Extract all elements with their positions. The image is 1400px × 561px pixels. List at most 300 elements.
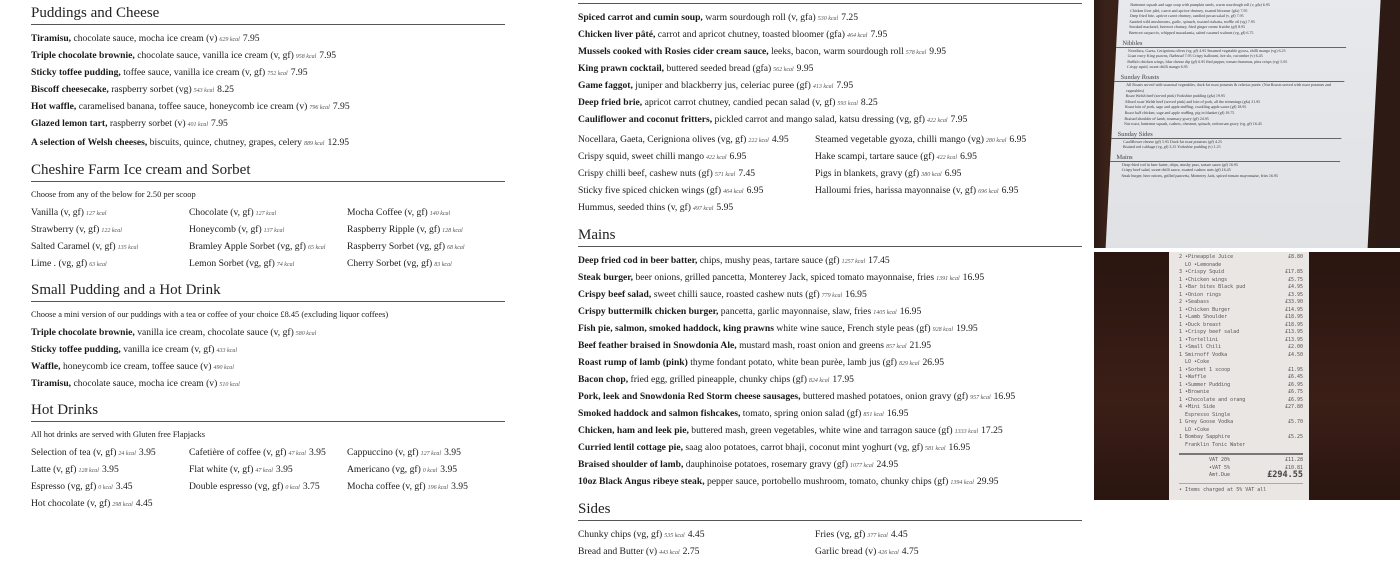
item-name: Selection of tea (v, gf) [31,447,117,458]
item-name: King prawn cocktail, [578,63,665,74]
receipt-item: 1 •Chicken wings [1179,276,1228,283]
item-description: chocolate sauce, vanilla ice cream (v, gf) [134,50,294,61]
item-name: Espresso (vg, gf) [31,481,97,492]
menu-item [578,149,815,166]
item-name: Smoked haddock and salmon fishcakes, [578,408,741,419]
item-price: 6.95 [944,168,962,179]
menu-item [578,457,1082,474]
item-price: 16.95 [962,272,985,283]
menu-item [578,27,1082,44]
receipt-line [1179,322,1303,330]
item-name: Americano (vg, gf) [347,464,421,475]
item-price: 4.45 [687,529,705,540]
item-description: saag aloo potatoes, carrot bhaji, coconut mint yoghurt (vg, gf) [682,442,924,453]
receipt-vat5: •VAT 5% £10.81 [1209,464,1303,471]
menu-item [815,544,1052,561]
receipt-amount-due: Amt.Due £294.55 [1209,470,1303,480]
receipt-price: £4.50 [1287,351,1303,358]
receipt-line [1179,389,1303,397]
receipt-price: £6.95 [1287,381,1303,388]
item-name: 10oz Black Angus ribeye steak, [578,476,705,487]
receipt-item: 1 •Lamb Shoulder [1179,314,1228,320]
item-description: caramelised banana, toffee sauce, honeycomb ice cream (v) [76,101,308,112]
item-name: Vanilla (v, gf) [31,207,84,218]
receipt-price: £4.95 [1287,284,1303,290]
item-description: buttered mash, green vegetables, white wine and tarragon sauce (gf) [688,425,953,436]
receipt-lines [1179,254,1303,449]
photo-mains [1109,162,1372,179]
item-name: A selection of Welsh cheeses, [31,137,148,148]
item-description: pepper sauce, portobello mushroom, tomato, chunky chips (gf) [704,476,949,487]
left-menu-column [31,0,505,513]
item-name: Flat white (v, gf) [189,464,254,475]
receipt-item: 1 Smirnoff Vodka [1179,351,1228,358]
menu-item [578,527,815,544]
item-kcal: 83 kcal [434,262,452,268]
item-price: 3.95 [444,447,461,458]
item-kcal: 581 kcal [925,446,946,452]
menu-item [578,544,815,561]
menu-item [815,132,1052,149]
item-description: warm sourdough roll (v, gfa) [702,12,816,23]
section-title-sides: Sides [578,500,1082,521]
menu-item [578,355,1082,372]
item-price: 29.95 [976,476,999,487]
item-description: honeycomb ice cream, toffee sauce (v) [60,361,212,372]
item-kcal: 137 kcal [263,228,285,234]
item-kcal: 1333 kcal [954,429,979,435]
item-price: 7.45 [738,168,756,179]
menu-item [31,99,505,116]
item-price: 3.95 [308,447,326,458]
menu-item [815,149,1052,166]
item-kcal: 380 kcal [921,172,942,178]
item-kcal: 128 kcal [78,468,99,474]
item-kcal: 140 kcal [429,211,451,217]
item-name: Crispy beef salad, [578,289,652,300]
item-kcal: 127 kcal [85,211,107,217]
receipt-line [1179,262,1303,270]
item-name: Deep fried brie, [578,97,643,108]
item-kcal: 580 kcal [295,331,317,337]
photo-menu-line: Roast Welsh beef (served pink) Yorkshire pudding (gfa) 19.95 [1125,93,1226,99]
receipt-price: £5.75 [1287,276,1303,283]
item-price: 7.25 [841,12,859,23]
item-name: Sticky toffee pudding, [31,67,121,78]
item-name: Crispy chilli beef, cashew nuts (gf) [578,168,713,179]
item-description: white wine sauce, French style peas (gf) [773,323,931,334]
section-title-mains: Mains [578,226,1082,247]
menu-item [31,496,189,513]
photo-starters [1117,2,1381,36]
photo-menu-line: Nocellara, Gaeta, Cerigniona olives (vg, gf) 4.95 Steamed vegetable gyoza, chilli mango (vg) 6.25 [1127,47,1286,53]
receipt-line [1179,329,1303,337]
item-name: Cauliflower and coconut fritters, [578,114,713,125]
item-description: beer onions, grilled pancetta, Monterey Jack, spiced tomato mayonnaise, fries [633,272,935,283]
receipt-item: LO •Coke [1179,359,1210,365]
item-name: Chocolate (v, gf) [189,207,254,218]
menu-paper [1105,0,1381,248]
item-kcal: 128 kcal [442,228,463,234]
receipt-price: £17.85 [1284,269,1303,275]
receipt-divider [1179,453,1303,455]
receipt-item: 3 •Crispy Squid [1179,269,1225,275]
photo-menu-line: Smoked mackerel, beetroot chutney, fried ginger creme fraiche (gf) 8.95 [1129,24,1246,30]
item-price: 4.75 [901,546,919,557]
receipt-item: LO •Lemonade [1179,261,1222,268]
item-kcal: 464 kcal [846,33,868,39]
section-title-icecream: Cheshire Farm Ice cream and Sorbet [31,161,505,182]
photo-menu-line: Steak burger, beer onions, grilled pancetta, Monterey Jack, spiced tomato mayonnaise, fries 16.95 [1121,173,1279,179]
item-name: Steak burger, [578,272,634,283]
receipt-item: 1 Bombay Sapphire [1179,434,1231,440]
menu-item [347,222,505,239]
receipt-line [1179,382,1303,390]
photo-menu-line: Nut roast, butternut squash, cashew, chestnut, spinach, redcurrant gravy (vg, gf) 16.45 [1123,121,1262,127]
menu-item [31,65,505,82]
item-kcal: 851 kcal [863,412,884,418]
receipt-item: 1 Grey Goose Vodka [1179,419,1234,425]
item-kcal: 47 kcal [255,468,273,474]
receipt-line [1179,307,1303,315]
small-pudding-list [31,325,505,393]
item-price: 6.95 [746,185,764,196]
photo-menu-line: Deep fried brie, apricot carrot chutney, candied pecan salad (v, gf) 7.95 [1129,13,1244,19]
item-kcal: 530 kcal [817,16,839,22]
photo-nibbles [1115,48,1378,70]
item-kcal: 752 kcal [267,71,288,77]
item-name: Mocha Coffee (v, gf) [347,207,428,218]
item-price: 7.95 [242,33,260,44]
item-name: Latte (v, gf) [31,464,77,475]
receipt-line [1179,397,1303,405]
menu-item [31,376,505,393]
menu-item [578,474,1082,491]
item-kcal: 298 kcal [112,502,133,508]
item-name: Chicken, ham and leek pie, [578,425,689,436]
photo-roasts [1112,93,1376,127]
item-kcal: 63 kcal [89,262,107,268]
item-price: 3.45 [115,481,133,492]
photo-menu-line: Butternut squash and sage soup with pumpkin seeds, warm sourdough roll (v, gfa) 6.95 [1130,2,1270,7]
receipt-line [1179,337,1303,345]
item-price: 7.95 [211,118,228,129]
item-name: Bramley Apple Sorbet (vg, gf) [189,241,306,252]
receipt-footer: • Items charged at 5% VAT all [1179,483,1303,495]
photo-menu-line: Buffalo chicken wings, blue cheese dip (gf) 6.95 Red pepper, tomato hummus, pitta crisps (vg) 5.95 [1127,58,1288,64]
photo-menu-line: Braised shoulder of lamb, rosemary gravy (gf) 24.95 [1124,115,1209,121]
photo-sides-title: Sunday Sides [1111,131,1341,139]
item-price: 16.95 [886,408,909,419]
item-kcal: 571 kcal [714,172,736,178]
item-price: 4.95 [771,134,789,145]
item-description: fried egg, grilled pineapple, chunky chips (gf) [628,374,807,385]
menu-photo [1094,0,1400,248]
receipt-item: 4 •Mini Side [1179,404,1216,410]
item-price: 3.95 [101,464,119,475]
item-kcal: 222 kcal [748,138,769,144]
menu-item [189,239,347,256]
menu-item [578,61,1082,78]
menu-item [578,406,1082,423]
menu-item [31,445,189,462]
item-kcal: 426 kcal [878,550,899,556]
receipt-line [1179,254,1303,262]
receipt-line [1179,427,1303,435]
item-price: 17.45 [868,255,890,266]
item-name: Biscoff cheesecake, [31,84,109,95]
item-price: 16.95 [899,306,922,317]
item-name: Crispy squid, sweet chilli mango [578,151,705,162]
receipt-price: £5.70 [1287,419,1303,425]
receipt-line [1179,269,1303,277]
receipt-line [1179,359,1303,367]
menu-item [578,287,1082,304]
item-kcal: 0 kcal [285,485,300,491]
item-description: pickled carrot and mango salad, katsu dressing (vg, gf) [712,114,925,125]
receipt-item: Franklin Tonic Water [1179,441,1246,448]
receipt-line [1179,284,1303,292]
menu-item [578,10,1082,27]
item-name: Game faggot, [578,80,633,91]
menu-item [578,112,1082,129]
hot-drinks-grid [31,445,505,513]
item-name: Lime . (vg, gf) [31,258,88,269]
receipt-line [1179,299,1303,307]
item-kcal: 490 kcal [213,365,234,371]
item-description: pancetta, garlic mayonnaise, slaw, fries [718,306,872,317]
menu-item [578,372,1082,389]
menu-item [347,239,505,256]
menu-item [578,270,1082,287]
menu-item [189,462,347,479]
item-description: buttered seeded bread (gfa) [664,63,772,74]
item-kcal: 68 kcal [447,245,465,251]
item-kcal: 433 kcal [216,348,237,354]
item-name: Curried lentil cottage pie, [578,442,683,453]
item-kcal: 127 kcal [255,211,277,217]
item-price: 7.95 [836,80,854,91]
item-description: leeks, bacon, warm sourdough roll [768,46,904,57]
section-title-small-pudding: Small Pudding and a Hot Drink [31,281,505,302]
receipt-price: £1.95 [1287,366,1303,373]
item-name: Mussels cooked with Rosies cider cream sauce, [578,46,769,57]
item-kcal: 857 kcal [886,344,907,350]
photo-menu-line: Mixed roast Welsh beef (served pink) and loin of pork, all the trimmings (gfa) 21.95 [1125,98,1261,104]
menu-item [815,183,1052,200]
item-name: Tiramisu, [31,33,72,44]
item-name: Mocha coffee (v, gf) [347,481,426,492]
menu-item [578,304,1082,321]
receipt-item: 1 •Duck breast [1179,321,1222,328]
item-price: 26.95 [922,357,945,368]
menu-item [31,462,189,479]
receipt-item: 2 •Pineapple Juice [1179,254,1234,260]
photo-menu-line: Roast half chicken, sage and apple stuffing, pig in blanket (gf) 19.75 [1124,109,1235,115]
item-price: 9.95 [929,46,947,57]
receipt-item: 1 •Chocolate and orang [1179,396,1246,403]
item-name: Bread and Butter (v) [578,546,658,557]
receipt-line [1179,442,1303,450]
section-title-hot-drinks: Hot Drinks [31,401,505,422]
item-price: 2.75 [682,546,700,557]
item-kcal: 65 kcal [307,245,326,251]
item-price: 3.95 [138,447,156,458]
item-name: Triple chocolate brownie, [31,50,135,61]
item-price: 6.95 [729,151,747,162]
sides-grid [578,527,1082,561]
item-price: 5.95 [716,202,734,213]
receipt-price: £33.90 [1284,299,1303,305]
item-kcal: 196 kcal [427,485,449,491]
item-name: Nocellara, Gaeta, Cerigniona olives (vg, gf) [578,134,747,145]
item-name: Sticky five spiced chicken wings (gf) [578,185,722,196]
receipt-line [1179,344,1303,352]
item-description: chocolate sauce, mocha ice cream (v) [71,378,218,389]
receipt-item: 1 •Brownie [1179,389,1210,395]
item-kcal: 422 kcal [927,118,948,124]
item-name: Cafetière of coffee (v, gf) [189,447,287,458]
photo-menu-line: Deep fried cod in beer batter, chips, mushy peas, tartare sauce (gf) 16.95 [1121,161,1239,167]
item-price: 7.95 [332,101,350,112]
item-name: Fries (vg, gf) [815,529,866,540]
menu-item [578,95,1082,112]
item-name: Waffle, [31,361,61,372]
item-description: buttered mashed potatoes, onion gravy (gf) [800,391,969,402]
item-price: 3.75 [302,481,320,492]
menu-item [31,82,505,99]
item-price: 17.25 [981,425,1003,436]
item-kcal: 958 kcal [295,54,317,60]
item-name: Halloumi fries, harissa mayonnaise (v, gf) [815,185,977,196]
item-kcal: 0 kcal [422,468,438,474]
item-name: Cappuccino (v, gf) [347,447,419,458]
item-price: 8.25 [217,84,234,95]
item-description: toffee sauce, vanilla ice cream (v, gf) [120,67,266,78]
menu-item [31,479,189,496]
item-name: Sticky toffee pudding, [31,344,121,355]
photo-roasts-title: Sunday Roasts [1114,74,1344,82]
item-description: raspberry sorbet (v) [107,118,186,129]
item-kcal: 422 kcal [936,155,958,161]
item-kcal: 0 kcal [98,485,113,491]
item-name: Garlic bread (v) [815,546,877,557]
item-name: Braised shoulder of lamb, [578,459,684,470]
menu-item [578,78,1082,95]
menu-item [31,116,505,133]
receipt-line [1179,292,1303,300]
receipt-price: £6.95 [1287,396,1303,403]
small-pudding-note: Choose a mini version of our puddings with a tea or coffee of your choice £8.45 (excluding liquor coffees) [31,310,389,319]
menu-item [31,31,505,48]
menu-item [578,44,1082,61]
menu-item [578,321,1082,338]
receipt-price: £5.25 [1287,434,1303,440]
starters-divider [578,0,1082,4]
item-name: Spiced carrot and cumin soup, [578,12,703,23]
receipt-price: £13.95 [1284,336,1303,343]
item-name: Salted Caramel (v, gf) [31,241,116,252]
photo-menu-line: Roast loin of pork, sage and apple stuffing, crackling apple sauce (gf) 18.95 [1124,104,1247,110]
item-name: Strawberry (v, gf) [31,224,100,235]
photo-nibbles-title: Nibbles [1116,40,1346,48]
item-price: 7.95 [950,114,968,125]
item-price: 4.45 [135,498,153,509]
receipt-item: 1 •Tortellini [1179,336,1219,343]
item-kcal: 543 kcal [193,88,215,94]
item-price: 16.95 [845,289,867,300]
receipt-price: £2.00 [1287,344,1303,350]
menu-item [31,256,189,273]
photo-menu-line: Goan curry King prawns, flatbread 7.95 Crispy halloumi, hot slo, cucumber (v) 6.45 [1127,53,1263,59]
item-name: Glazed lemon tart, [31,118,108,129]
item-name: Honeycomb (v, gf) [189,224,262,235]
item-description: juniper and blackberry jus, celeriac puree (gf) [632,80,811,91]
photo-sides [1111,139,1374,150]
photo-menu-line: Crispy squid, sweet chilli mango 6.95 [1126,64,1188,70]
item-name: Triple chocolate brownie, [31,327,135,338]
receipt-price: £27.80 [1284,404,1303,410]
menu-item [578,440,1082,457]
menu-item [578,132,815,149]
receipt-item: 1 •Waffle [1179,374,1207,380]
nibbles-grid [578,132,1082,217]
item-description: vanilla ice cream (v, gf) [120,344,215,355]
section-title-puddings: Puddings and Cheese [31,4,505,25]
menu-item [31,48,505,65]
item-kcal: 74 kcal [276,262,295,268]
photo-menu-line: Chicken liver pâté, carrot and apricot chutney, toasted bloomer (gfa) 7.95 [1129,7,1248,13]
item-kcal: 1257 kcal [841,259,866,265]
item-kcal: 779 kcal [821,293,843,299]
middle-menu-column [578,0,1082,561]
receipt-item: 1 •Onion rings [1179,291,1222,298]
icecream-note: Choose from any of the below for 2.50 per scoop [31,190,196,199]
item-description: vanilla ice cream, chocolate sauce (v, gf) [134,327,294,338]
receipt-line [1179,419,1303,427]
receipt-line [1179,352,1303,360]
item-name: Steamed vegetable gyoza, chilli mango (vg) [815,134,984,145]
item-kcal: 889 kcal [303,141,325,147]
photo-menu-line: Beetroot carpaccio, whipped macadamia, salted caramel walnuts (vg, gf) 6.75 [1128,29,1254,35]
menu-item [347,479,505,496]
puddings-list [31,31,505,152]
item-kcal: 535 kcal [664,533,685,539]
menu-item [31,325,505,342]
receipt-item: 1 •Small Chili [1179,344,1222,350]
item-price: 6.95 [1009,134,1027,145]
item-price: 12.95 [327,137,350,148]
receipt-price: £6.75 [1287,389,1303,395]
item-kcal: 696 kcal [978,189,999,195]
receipt-line [1179,367,1303,375]
menu-item [31,135,505,152]
menu-item [578,183,815,200]
mains-list [578,253,1082,491]
item-price: 16.95 [993,391,1016,402]
receipt-item: 2 •Seabass [1179,299,1210,305]
menu-item [31,222,189,239]
menu-item [189,256,347,273]
item-price: 9.95 [796,63,814,74]
item-name: Fish pie, salmon, smoked haddock, king prawns [578,323,774,334]
receipt-item: 1 •Chicken Burger [1179,306,1231,313]
item-name: Pigs in blankets, gravy (gf) [815,168,920,179]
item-name: Bacon chop, [578,374,629,385]
menu-item [578,423,1082,440]
item-kcal: 593 kcal [837,101,858,107]
receipt-item: 1 •Crispy beef salad [1179,329,1240,335]
